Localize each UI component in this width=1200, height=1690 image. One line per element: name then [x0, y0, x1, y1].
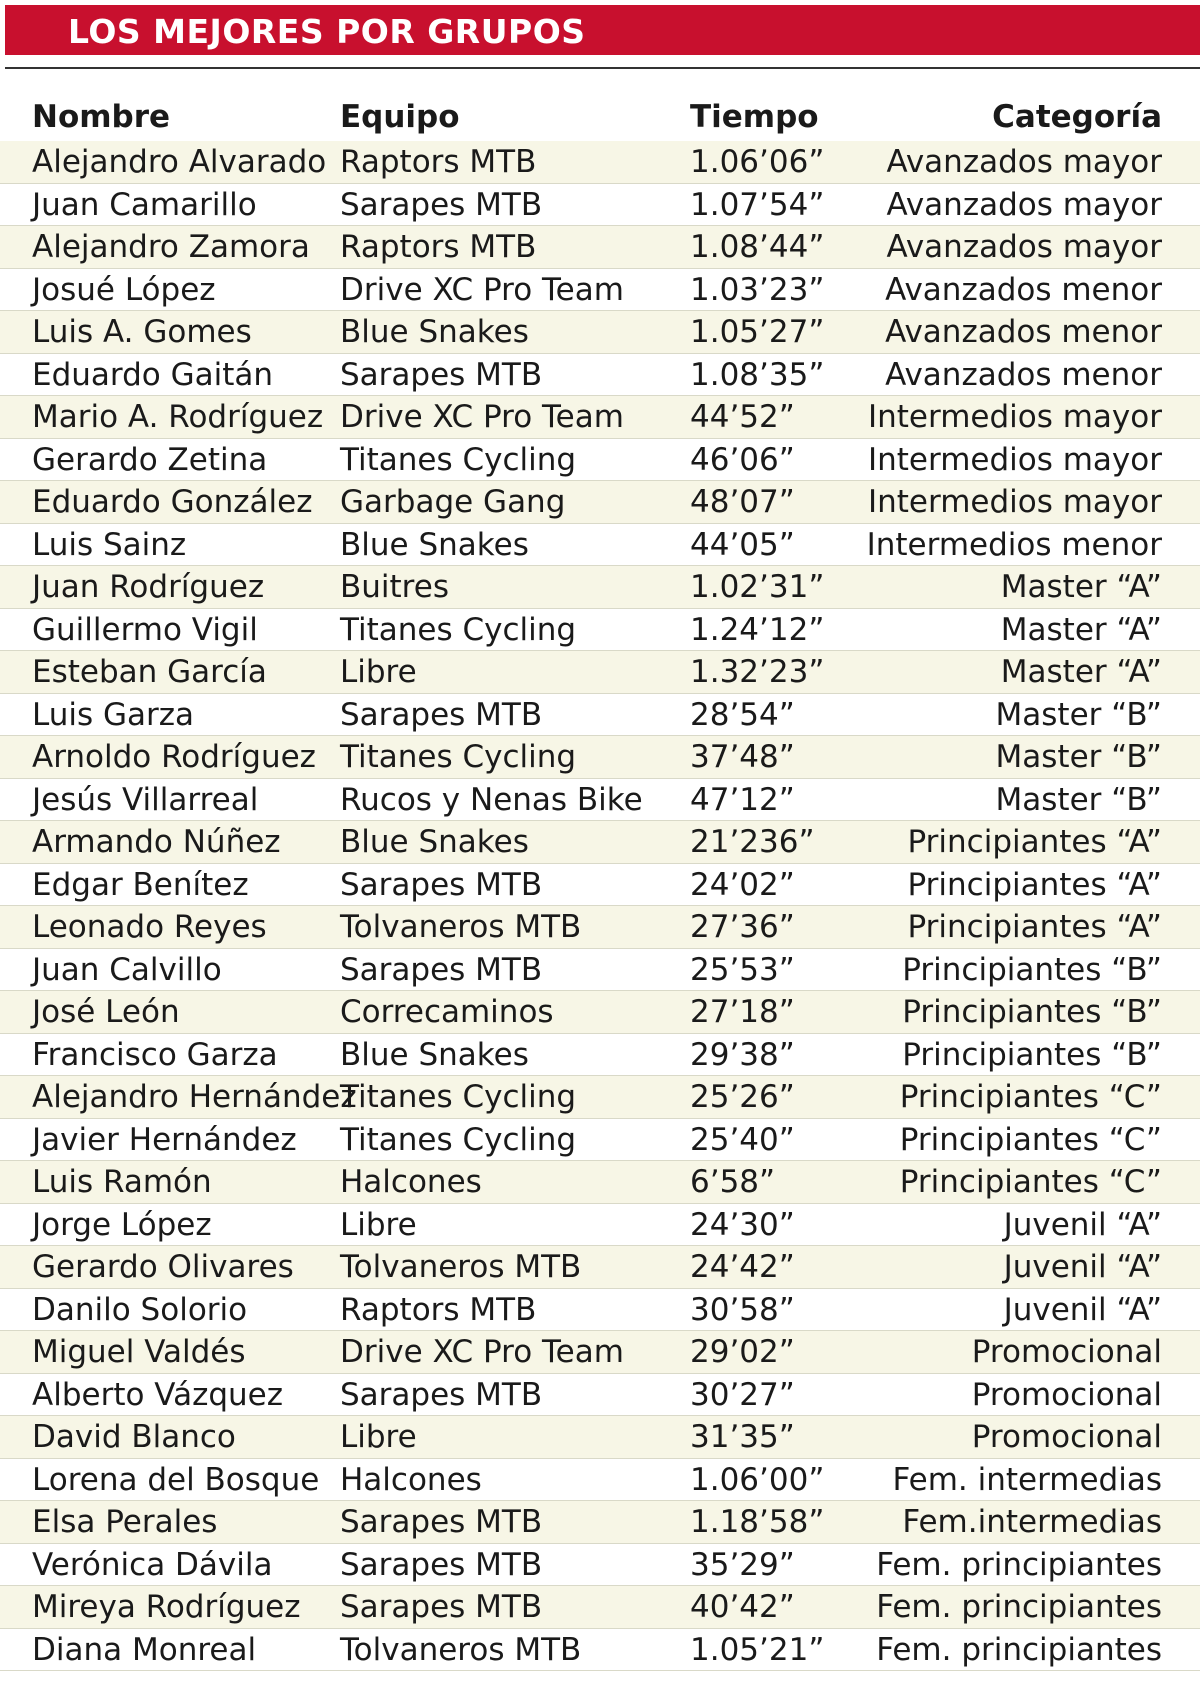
table-row: [0, 609, 1200, 652]
cell-team: Tolvaneros MTB: [340, 909, 582, 945]
cell-category: Avanzados menor: [885, 271, 1162, 308]
cell-name: Luis Garza: [32, 696, 195, 733]
cell-team: Raptors MTB: [340, 144, 537, 180]
table-row: [0, 864, 1200, 907]
cell-team: Rucos y Nenas Bike: [340, 781, 643, 818]
cell-team: Sarapes MTB: [340, 866, 543, 903]
table-row: [0, 779, 1200, 822]
table-row: [0, 1459, 1200, 1502]
cell-time: 1.06’06”: [690, 144, 825, 180]
cell-name: Mario A. Rodríguez: [32, 399, 324, 435]
cell-category: Intermedios mayor: [867, 484, 1162, 520]
cell-name: Eduardo González: [32, 484, 313, 520]
cell-category: Master “A”: [1000, 654, 1162, 690]
cell-time: 1.05’21”: [690, 1631, 825, 1668]
cell-name: Miguel Valdés: [32, 1334, 246, 1370]
table-row: [0, 651, 1200, 694]
cell-category: Promocional: [971, 1419, 1162, 1455]
cell-name: Danilo Solorio: [32, 1291, 248, 1328]
cell-time: 48’07”: [690, 484, 795, 520]
cell-time: 29’02”: [690, 1334, 795, 1370]
cell-time: 28’54”: [690, 696, 795, 733]
cell-team: Raptors MTB: [340, 229, 537, 265]
cell-name: Armando Núñez: [32, 824, 281, 860]
cell-name: Leonado Reyes: [32, 909, 267, 945]
cell-name: Arnoldo Rodríguez: [32, 739, 316, 775]
table-row: [0, 1289, 1200, 1332]
cell-team: Libre: [340, 654, 417, 690]
cell-team: Sarapes MTB: [340, 951, 543, 988]
cell-name: Jorge López: [32, 1206, 212, 1243]
cell-category: Avanzados mayor: [886, 186, 1162, 223]
cell-team: Tolvaneros MTB: [340, 1631, 582, 1668]
cell-team: Sarapes MTB: [340, 1589, 543, 1625]
table-row: [0, 906, 1200, 949]
cell-name: Gerardo Olivares: [32, 1249, 294, 1285]
cell-team: Titanes Cycling: [340, 611, 577, 648]
cell-team: Libre: [340, 1419, 417, 1455]
table-row: [0, 396, 1200, 439]
cell-name: Jesús Villarreal: [32, 781, 259, 818]
cell-category: Master “B”: [995, 739, 1162, 775]
cell-name: Juan Rodríguez: [32, 569, 265, 605]
cell-team: Titanes Cycling: [340, 1121, 577, 1158]
cell-name: José León: [32, 994, 180, 1030]
cell-category: Fem. intermedias: [892, 1461, 1162, 1498]
table-row: [0, 226, 1200, 269]
cell-team: Sarapes MTB: [340, 1504, 543, 1540]
cell-category: Principiantes “A”: [907, 824, 1162, 860]
table-body: [0, 141, 1200, 1671]
cell-time: 31’35”: [690, 1419, 795, 1455]
cell-category: Intermedios menor: [866, 526, 1162, 563]
cell-time: 25’53”: [690, 951, 795, 988]
cell-time: 1.18’58”: [690, 1504, 825, 1540]
cell-team: Correcaminos: [340, 994, 554, 1030]
cell-category: Avanzados menor: [885, 314, 1162, 350]
cell-name: Juan Calvillo: [32, 951, 222, 988]
cell-category: Fem. principiantes: [876, 1589, 1162, 1625]
cell-team: Tolvaneros MTB: [340, 1249, 582, 1285]
cell-team: Libre: [340, 1206, 417, 1243]
cell-team: Sarapes MTB: [340, 356, 543, 393]
cell-name: Edgar Benítez: [32, 866, 249, 903]
cell-name: Luis Ramón: [32, 1164, 212, 1200]
table-row: [0, 694, 1200, 737]
cell-time: 6’58”: [690, 1164, 776, 1200]
cell-time: 44’52”: [690, 399, 795, 435]
table-row: [0, 1416, 1200, 1459]
table-row: [0, 1586, 1200, 1629]
table-row: [0, 949, 1200, 992]
cell-time: 27’36”: [690, 909, 795, 945]
cell-category: Fem. principiantes: [876, 1631, 1162, 1668]
cell-name: Luis A. Gomes: [32, 314, 252, 350]
table-row: [0, 1076, 1200, 1119]
column-header-name: Nombre: [32, 99, 171, 135]
cell-team: Drive XC Pro Team: [340, 399, 624, 435]
table-row: [0, 439, 1200, 482]
cell-time: 40’42”: [690, 1589, 795, 1625]
cell-category: Principiantes “A”: [907, 866, 1162, 903]
cell-time: 1.02’31”: [690, 569, 825, 605]
table-row: [0, 1246, 1200, 1289]
cell-team: Blue Snakes: [340, 1036, 529, 1073]
column-header-team: Equipo: [340, 99, 460, 135]
column-header-time: Tiempo: [690, 99, 819, 135]
cell-time: 30’27”: [690, 1376, 795, 1413]
cell-category: Juvenil “A”: [1003, 1249, 1162, 1285]
cell-time: 47’12”: [690, 781, 795, 818]
cell-category: Avanzados mayor: [886, 229, 1162, 265]
cell-name: Juan Camarillo: [32, 186, 257, 223]
cell-time: 35’29”: [690, 1546, 795, 1583]
table-row: [0, 1331, 1200, 1374]
table-row: [0, 1119, 1200, 1162]
cell-time: 30’58”: [690, 1291, 795, 1328]
cell-name: Javier Hernández: [32, 1121, 297, 1158]
cell-team: Sarapes MTB: [340, 1546, 543, 1583]
cell-team: Halcones: [340, 1461, 482, 1498]
cell-team: Drive XC Pro Team: [340, 1334, 624, 1370]
table-header: [0, 95, 1200, 141]
cell-category: Avanzados menor: [885, 356, 1162, 393]
table-row: [0, 524, 1200, 567]
cell-category: Fem. principiantes: [876, 1546, 1162, 1583]
table-row: [0, 269, 1200, 312]
cell-name: David Blanco: [32, 1419, 236, 1455]
table-row: [0, 1544, 1200, 1587]
cell-name: Alejandro Hernández: [32, 1079, 357, 1115]
cell-time: 24’30”: [690, 1206, 795, 1243]
cell-team: Blue Snakes: [340, 526, 529, 563]
cell-time: 24’02”: [690, 866, 795, 903]
title-banner: [5, 5, 1200, 55]
cell-category: Intermedios mayor: [867, 399, 1162, 435]
cell-category: Avanzados mayor: [886, 144, 1162, 180]
cell-time: 25’26”: [690, 1079, 795, 1115]
table-row: [0, 184, 1200, 227]
column-header-category: Categoría: [992, 99, 1162, 135]
table-row: [0, 991, 1200, 1034]
table-row: [0, 354, 1200, 397]
cell-team: Titanes Cycling: [340, 1079, 577, 1115]
cell-name: Guillermo Vigil: [32, 611, 258, 648]
cell-name: Elsa Perales: [32, 1504, 218, 1540]
cell-time: 27’18”: [690, 994, 795, 1030]
cell-category: Juvenil “A”: [1003, 1206, 1162, 1243]
cell-name: Alberto Vázquez: [32, 1376, 284, 1413]
cell-name: Lorena del Bosque: [32, 1461, 320, 1498]
cell-name: Diana Monreal: [32, 1631, 257, 1668]
cell-name: Alejandro Zamora: [32, 229, 310, 265]
cell-team: Sarapes MTB: [340, 696, 543, 733]
table-row: [0, 1034, 1200, 1077]
cell-time: 29’38”: [690, 1036, 795, 1073]
cell-category: Fem.intermedias: [902, 1504, 1162, 1540]
cell-team: Blue Snakes: [340, 314, 529, 350]
cell-name: Francisco Garza: [32, 1036, 278, 1073]
cell-category: Juvenil “A”: [1003, 1291, 1162, 1328]
cell-category: Principiantes “B”: [902, 994, 1162, 1030]
cell-category: Principiantes “B”: [902, 1036, 1162, 1073]
cell-time: 44’05”: [690, 526, 795, 563]
table-row: [0, 141, 1200, 184]
cell-category: Principiantes “C”: [899, 1164, 1162, 1200]
cell-category: Principiantes “C”: [899, 1079, 1162, 1115]
cell-category: Principiantes “A”: [907, 909, 1162, 945]
cell-team: Titanes Cycling: [340, 739, 577, 775]
cell-category: Master “B”: [995, 781, 1162, 818]
cell-time: 1.24’12”: [690, 611, 825, 648]
cell-team: Buitres: [340, 569, 449, 605]
cell-team: Garbage Gang: [340, 484, 566, 520]
cell-team: Sarapes MTB: [340, 186, 543, 223]
cell-time: 1.06’00”: [690, 1461, 825, 1498]
table-row: [0, 1374, 1200, 1417]
table-row: [0, 736, 1200, 779]
cell-team: Sarapes MTB: [340, 1376, 543, 1413]
results-table: [0, 95, 1200, 1671]
cell-name: Alejandro Alvarado: [32, 144, 327, 180]
cell-time: 25’40”: [690, 1121, 795, 1158]
cell-name: Eduardo Gaitán: [32, 356, 274, 393]
cell-time: 24’42”: [690, 1249, 795, 1285]
cell-category: Master “B”: [995, 696, 1162, 733]
cell-time: 1.07’54”: [690, 186, 825, 223]
cell-name: Mireya Rodríguez: [32, 1589, 301, 1625]
cell-team: Titanes Cycling: [340, 441, 577, 478]
cell-category: Principiantes “B”: [902, 951, 1162, 988]
cell-category: Master “A”: [1000, 569, 1162, 605]
table-row: [0, 1161, 1200, 1204]
cell-category: Promocional: [971, 1334, 1162, 1370]
cell-category: Principiantes “C”: [899, 1121, 1162, 1158]
table-row: [0, 1501, 1200, 1544]
cell-name: Verónica Dávila: [32, 1546, 273, 1583]
cell-time: 1.08’35”: [690, 356, 825, 393]
cell-category: Master “A”: [1000, 611, 1162, 648]
cell-team: Raptors MTB: [340, 1291, 537, 1328]
cell-name: Esteban García: [32, 654, 267, 690]
cell-category: Promocional: [971, 1376, 1162, 1413]
cell-team: Blue Snakes: [340, 824, 529, 860]
cell-name: Gerardo Zetina: [32, 441, 268, 478]
cell-time: 1.32’23”: [690, 654, 825, 690]
table-row: [0, 481, 1200, 524]
cell-time: 1.08’44”: [690, 229, 825, 265]
table-row: [0, 311, 1200, 354]
cell-team: Halcones: [340, 1164, 482, 1200]
cell-time: 37’48”: [690, 739, 795, 775]
cell-time: 1.03’23”: [690, 271, 825, 308]
cell-name: Luis Sainz: [32, 526, 187, 563]
cell-time: 1.05’27”: [690, 314, 825, 350]
cell-name: Josué López: [32, 271, 216, 308]
cell-time: 21’236”: [690, 824, 815, 860]
table-row: [0, 566, 1200, 609]
table-row: [0, 1629, 1200, 1672]
table-row: [0, 1204, 1200, 1247]
page-title: LOS MEJORES POR GRUPOS: [68, 12, 586, 51]
table-row: [0, 821, 1200, 864]
cell-category: Intermedios mayor: [867, 441, 1162, 478]
cell-time: 46’06”: [690, 441, 795, 478]
divider: [5, 67, 1200, 69]
cell-team: Drive XC Pro Team: [340, 271, 624, 308]
